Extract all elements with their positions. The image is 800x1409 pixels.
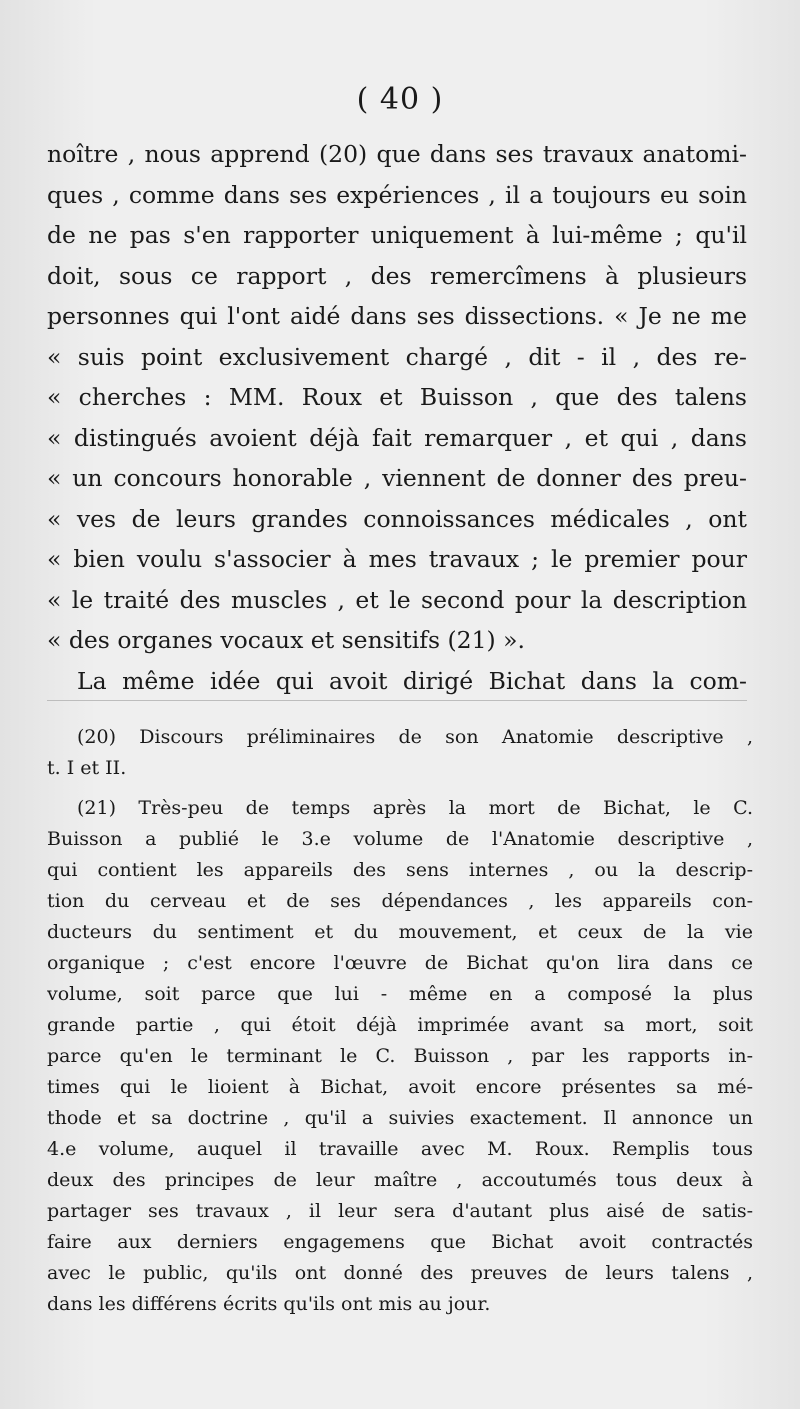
footnote-line: tion du cerveau et de ses dépendances , les appareils con- bbox=[47, 890, 753, 912]
text-line: « cherches : MM. Roux et Buisson , que des talens bbox=[47, 383, 747, 411]
footnote-line: Buisson a publié le 3.e volume de l'Anatomie descriptive , bbox=[47, 828, 753, 850]
text-line: ques , comme dans ses expériences , il a toujours eu soin bbox=[47, 180, 747, 209]
text-line: doit, sous ce rapport , des remercîmens à plusieurs bbox=[47, 261, 747, 290]
text-line: noître , nous apprend (20) que dans ses travaux anatomi- bbox=[47, 140, 747, 168]
footnote-line: ducteurs du sentiment et du mouvement, et ceux de la vie bbox=[47, 921, 753, 943]
footnote-line: qui contient les appareils des sens internes , ou la descrip- bbox=[47, 859, 753, 881]
footnote-line: faire aux derniers engagemens que Bichat avoit contractés bbox=[47, 1231, 753, 1253]
footnote-line: thode et sa doctrine , qu'il a suivies exactement. Il annonce un bbox=[47, 1107, 753, 1129]
footnote-21 bbox=[47, 793, 753, 1320]
text-line: « un concours honorable , viennent de donner des preu- bbox=[47, 464, 747, 492]
text-line: « suis point exclusivement chargé , dit - il , des re- bbox=[47, 342, 747, 371]
text-line: « distingués avoient déjà fait remarquer , et qui , dans bbox=[47, 423, 747, 452]
footnote-line: times qui le lioient à Bichat, avoit encore présentes sa mé- bbox=[47, 1076, 753, 1098]
footnote-line: (21) Très-peu de temps après la mort de Bichat, le C. bbox=[77, 797, 753, 819]
footnote-20 bbox=[47, 722, 753, 784]
text-line: « ves de leurs grandes connoissances médicales , ont bbox=[47, 504, 747, 533]
footnote-line: t. I et II. bbox=[47, 757, 127, 779]
footnote-divider bbox=[47, 700, 747, 701]
page-number: ( 40 ) bbox=[356, 82, 444, 117]
footnote-line: partager ses travaux , il leur sera d'autant plus aisé de satis- bbox=[47, 1200, 753, 1222]
footnote-line: avec le public, qu'ils ont donné des preuves de leurs talens , bbox=[47, 1262, 753, 1284]
footnote-line: parce qu'en le terminant le C. Buisson , par les rapports in- bbox=[47, 1045, 753, 1067]
footnote-line: grande partie , qui étoit déjà imprimée avant sa mort, soit bbox=[47, 1014, 753, 1036]
text-line: La même idée qui avoit dirigé Bichat dans la com- bbox=[77, 666, 747, 695]
text-line: « bien voulu s'associer à mes travaux ; le premier pour bbox=[47, 545, 747, 573]
footnote-line: (20) Discours préliminaires de son Anatomie descriptive , bbox=[77, 726, 753, 748]
footnote-line: 4.e volume, auquel il travaille avec M. Roux. Remplis tous bbox=[47, 1138, 753, 1160]
text-line: personnes qui l'ont aidé dans ses dissections. « Je ne me bbox=[47, 302, 747, 330]
footnote-line: deux des principes de leur maître , accoutumés tous deux à bbox=[47, 1169, 753, 1191]
main-text bbox=[47, 134, 747, 701]
footnote-line: volume, soit parce que lui - même en a composé la plus bbox=[47, 983, 753, 1005]
text-line: « le traité des muscles , et le second pour la description bbox=[47, 585, 747, 614]
footnote-line: organique ; c'est encore l'œuvre de Bichat qu'on lira dans ce bbox=[47, 952, 753, 974]
text-line: de ne pas s'en rapporter uniquement à lui-même ; qu'il bbox=[47, 221, 747, 249]
text-line: « des organes vocaux et sensitifs (21) ». bbox=[47, 626, 526, 654]
footnote-line: dans les différens écrits qu'ils ont mis au jour. bbox=[47, 1293, 491, 1315]
